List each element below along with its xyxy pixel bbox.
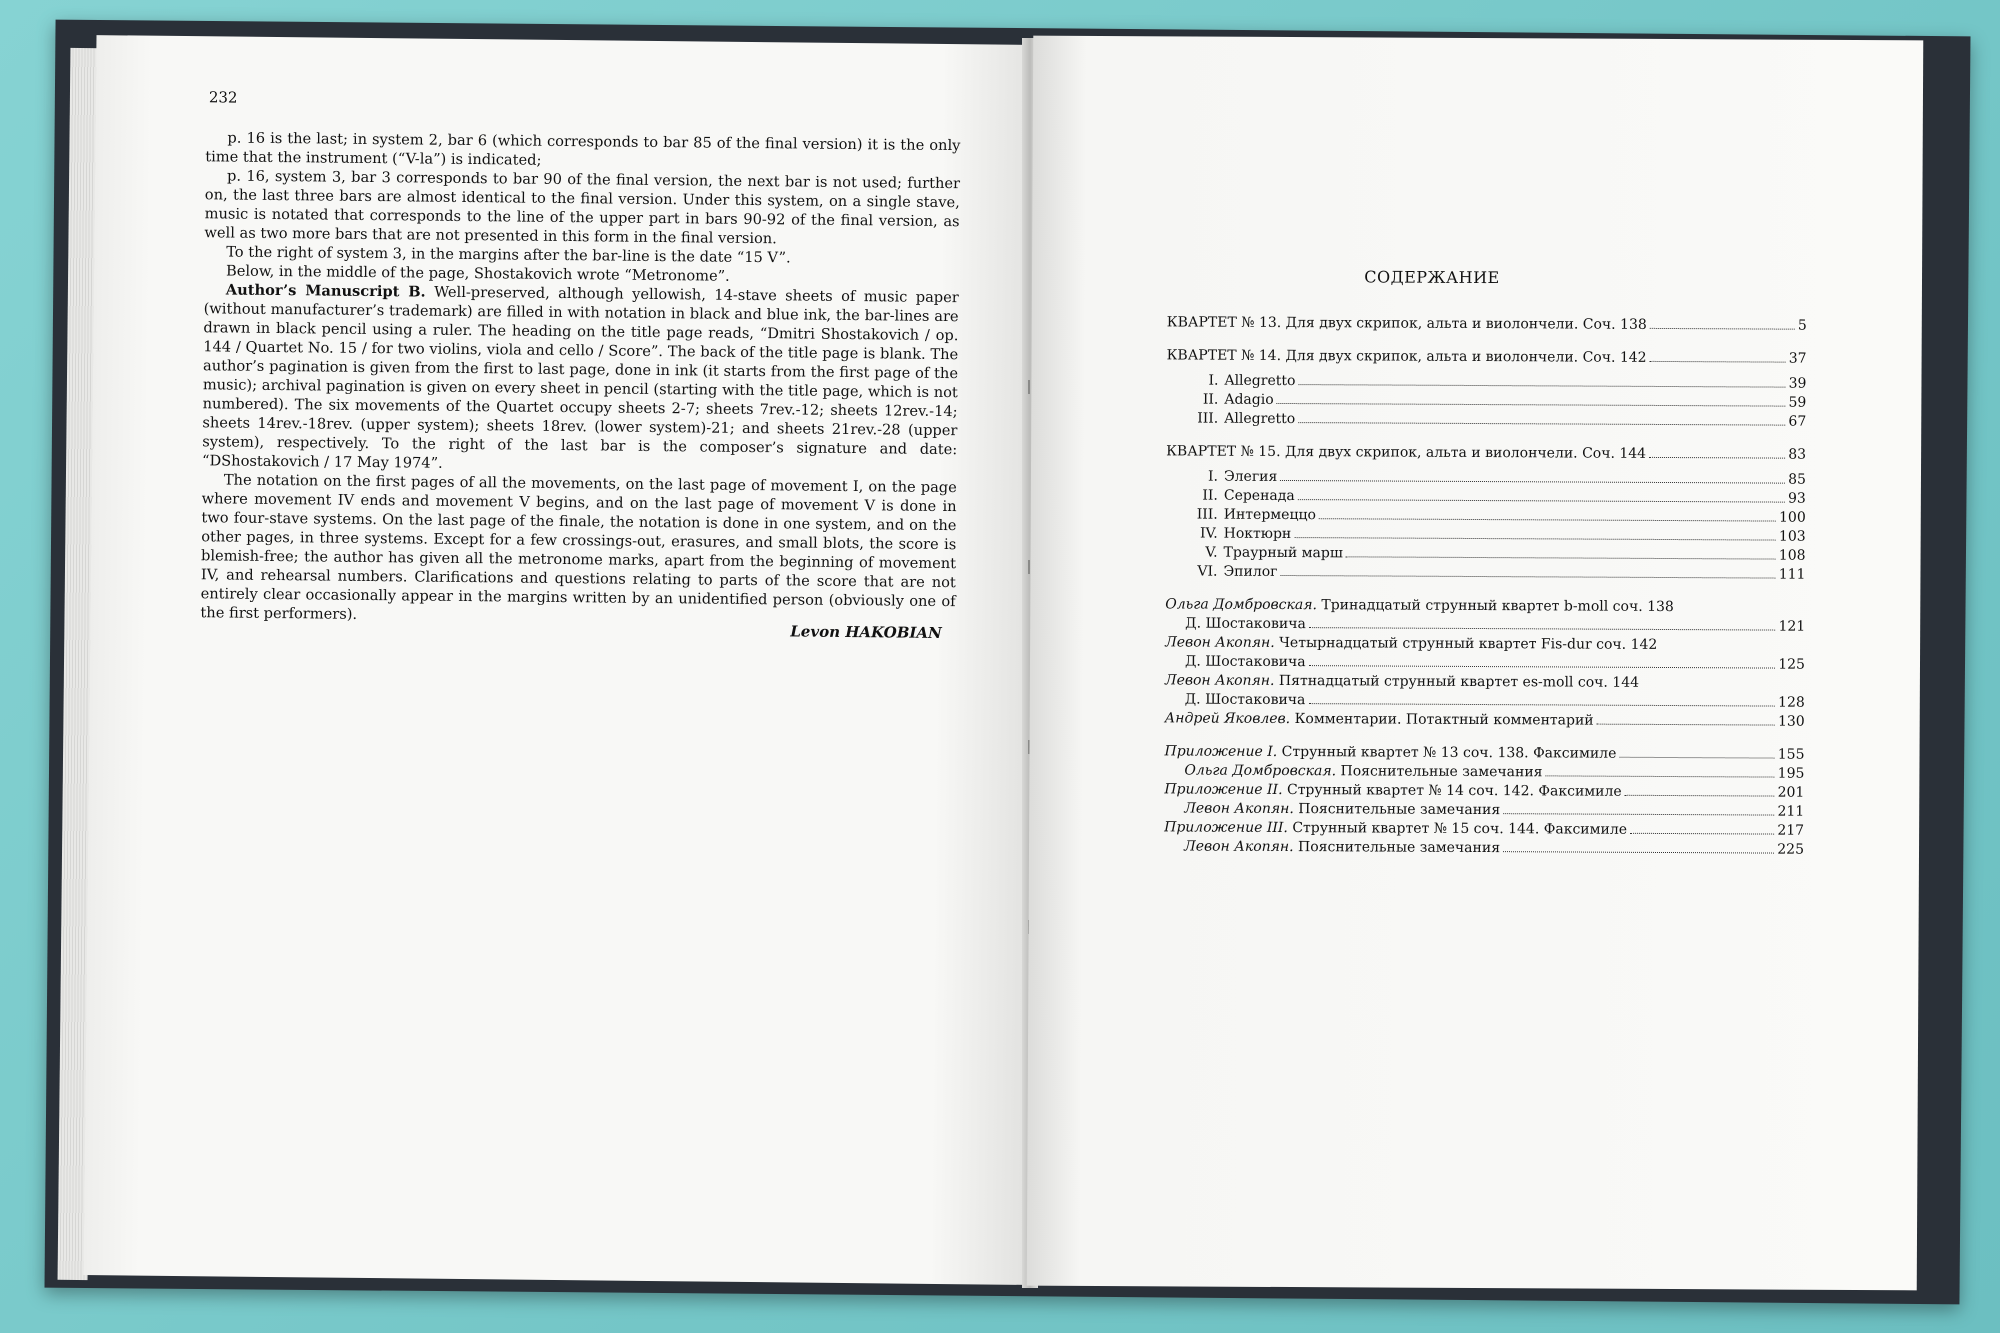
toc-entry-label — [1166, 506, 1316, 523]
toc-page-number: 130 — [1777, 713, 1805, 730]
leader-dots — [1277, 403, 1786, 407]
toc-page-number: 225 — [1777, 841, 1805, 858]
toc-page-number: 67 — [1788, 413, 1807, 430]
toc-entry-label — [1166, 487, 1295, 504]
toc-page-number: 155 — [1777, 746, 1805, 763]
toc-entry-label — [1164, 743, 1616, 761]
essay-title-cont: Д. Шостаковича — [1185, 615, 1306, 633]
toc-page-number: 100 — [1778, 509, 1806, 526]
essay-title-cont: Д. Шостаковича — [1184, 653, 1306, 671]
leader-dots — [1503, 851, 1774, 853]
leader-dots — [1298, 384, 1785, 388]
movement-number: I. — [1207, 468, 1219, 485]
toc-entry-label — [1164, 781, 1621, 799]
movement-number: II. — [1202, 391, 1219, 408]
toc-entry-label — [1165, 710, 1594, 728]
binding-stitch — [1028, 380, 1030, 394]
appendix-title: Пояснительные замечания — [1293, 839, 1501, 857]
toc-entry-label — [1166, 410, 1295, 427]
leader-dots — [1294, 537, 1776, 541]
appendix-title: Пояснительные замечания — [1293, 801, 1501, 819]
movement-number: III. — [1196, 506, 1218, 523]
paragraph: The notation on the first pages of all the movements, on the last page of movement I, on the page where movement IV ends and movement V begins, and on the last page of movement V is done in two four-stave systems. On the last page of the finale, the notation is done in one system, and on the other pages, in three systems. Except for a few crossings-out, erasures, and small blots, the score is blemish-free; the author has given all the metronome marks, apart from the beginning of movement IV, and rehearsal numbers. Clarifications and questions relating to parts of the score that are not entirely clear occasionally appear in the margins written by an unidentified person (obviously one of the first performers). — [200, 471, 957, 623]
movement-number: IV. — [1199, 525, 1218, 542]
movement-name: Интермеццо — [1223, 506, 1316, 524]
essay-author: Левон Акопян. — [1164, 672, 1275, 689]
appendix-author: Левон Акопян. — [1184, 800, 1294, 818]
appendix-title: Струнный квартет № 13 соч. 138. Факсимиле — [1277, 743, 1617, 762]
toc-page-number: 195 — [1777, 765, 1805, 782]
toc-page-number: 201 — [1777, 784, 1805, 801]
essay-title-cont: Д. Шостаковича — [1184, 691, 1306, 709]
essay-author: Андрей Яковлев. — [1164, 710, 1291, 728]
movement-name: Adagio — [1224, 391, 1274, 408]
movement-name: Allegretto — [1224, 410, 1296, 428]
appendix-author: Приложение I. — [1164, 743, 1278, 760]
appendix-title: Струнный квартет № 14 соч. 142. Факсимиле — [1282, 781, 1622, 800]
paragraph: To the right of system 3, in the margins after the bar-line is the date “15 V”. — [226, 243, 791, 267]
toc-page-number: 108 — [1778, 547, 1806, 564]
toc-page-number: 128 — [1778, 694, 1805, 711]
leader-dots — [1597, 724, 1775, 726]
toc-entry-label — [1165, 563, 1277, 580]
leader-dots — [1319, 518, 1776, 521]
movement-number: V. — [1205, 544, 1218, 561]
toc-page-number: 85 — [1788, 471, 1807, 488]
manuscript-b-heading: Author’s Manuscript B. — [225, 281, 426, 301]
toc-page-number: 211 — [1777, 803, 1805, 820]
paragraph: p. 16, system 3, bar 3 corresponds to bar 90 of the final version, the next bar is not used; further on, the last three bars are almost identical to the final version. Under this system, on a single stave, music is notated that corresponds to the line of the upper part in bars 90-92 of the final version, as well as two more bars that are not presented in this form in the final version. — [204, 167, 961, 248]
toc-entry-label — [1166, 372, 1295, 389]
toc-entry-label — [1164, 800, 1500, 818]
leader-dots — [1309, 665, 1776, 668]
toc-page-number: 39 — [1788, 375, 1807, 392]
movement-name: Ноктюрн — [1223, 525, 1292, 543]
leader-dots — [1630, 833, 1774, 835]
appendix-author: Левон Акопян. — [1183, 838, 1294, 856]
paragraph: p. 16 is the last; in system 2, bar 6 (which corresponds to bar 85 of the final version) it is the only time that the instrument (“V-la”) is indicated; — [205, 129, 961, 169]
toc-entry-label — [1164, 819, 1627, 837]
toc-title: СОДЕРЖАНИЕ — [1364, 267, 1500, 288]
leader-dots — [1625, 795, 1775, 797]
toc-entry-label — [1166, 391, 1273, 408]
movement-name: Траурный марш — [1223, 544, 1343, 562]
leader-dots — [1503, 813, 1774, 815]
toc-page-number: 103 — [1778, 528, 1806, 545]
table-of-contents — [1164, 314, 1807, 860]
essay-title: Пятнадцатый струнный квартет es-moll соч. 144 — [1274, 672, 1640, 691]
body-text — [200, 128, 960, 630]
toc-page-number: 59 — [1788, 394, 1807, 411]
leader-dots — [1309, 627, 1776, 630]
movement-name: Allegretto — [1224, 372, 1296, 390]
toc-page-number: 93 — [1787, 490, 1806, 507]
leader-dots — [1298, 422, 1785, 426]
toc-entry-label — [1166, 544, 1343, 561]
essay-author: Левон Акопян. — [1165, 634, 1275, 651]
toc-entry-label — [1164, 762, 1542, 780]
leader-dots — [1619, 757, 1774, 759]
movement-number: III. — [1197, 410, 1219, 427]
toc-entry-q15: КВАРТЕТ № 15. Для двух скрипок, альта и виолончели. Соч. 144 83 — [1166, 443, 1807, 463]
toc-entry-label — [1165, 691, 1306, 708]
toc-page-number: 217 — [1777, 822, 1805, 839]
essay-title: Комментарии. Потактный комментарий — [1290, 711, 1594, 729]
leader-dots — [1546, 775, 1775, 777]
toc-entry-label — [1165, 634, 1657, 653]
manuscript-b-text: Well-preserved, although yellowish, 14-stave sheets of music paper (without manufacturer’s trademark) are filled in with notation in black and blue ink, the bar-lines are drawn in black pencil using a ruler. The heading on the title page reads, “Dmitri Shostakovich / op. 144 / Quartet No. 15 / for two violins, viola and cello / Score”. The back of the title page is blank. The author’s pagination is given from the first to last page, done in ink (it starts from the first page of the music); archival pagination is given on every sheet in pencil (starting with the title page, which is not numbered). The six movements of the Quartet occupy sheets 2-7; sheets 7rev.-12; sheets 12rev.-14; sheets 14rev.-18rev. (upper system); sheets 18rev. (lower system)-21; and sheets 21rev.-28 (upper system), respectively. To the right of the last bar is the composer’s signature and date: “DShostakovich / 17 May 1974”. — [201, 283, 959, 472]
author-signature: Levon HAKOBIAN — [790, 622, 942, 642]
appendix-author: Ольга Домбровская. — [1184, 762, 1337, 780]
leader-dots — [1308, 703, 1775, 706]
toc-entry-q14: КВАРТЕТ № 14. Для двух скрипок, альта и виолончели. Соч. 142 37 — [1166, 347, 1807, 367]
toc-appendix — [1164, 838, 1804, 860]
leader-dots — [1280, 575, 1775, 579]
leader-dots — [1346, 556, 1776, 559]
toc-entry-label — [1166, 468, 1277, 485]
paragraph: Below, in the middle of the page, Shostakovich wrote “Metronome”. — [225, 262, 730, 285]
essay-title: Тринадцатый струнный квартет b-moll соч. 138 — [1316, 597, 1674, 616]
appendix-title: Пояснительные замечания — [1336, 763, 1543, 781]
toc-entry-label — [1165, 653, 1306, 670]
movement-number: II. — [1202, 487, 1218, 504]
movement-name: Элегия — [1223, 468, 1278, 485]
movement-number: I. — [1208, 372, 1219, 389]
toc-page-number: 121 — [1778, 618, 1806, 635]
toc-entry-label — [1165, 672, 1639, 690]
movement-name: Серенада — [1223, 487, 1295, 505]
toc-page-number: 125 — [1778, 656, 1806, 673]
movement-name: Эпилог — [1223, 563, 1278, 580]
leader-dots — [1298, 499, 1785, 503]
toc-entry-label — [1164, 838, 1500, 856]
toc-entry-q13: КВАРТЕТ № 13. Для двух скрипок, альта и виолончели. Соч. 138 5 — [1166, 314, 1807, 334]
leader-dots — [1280, 480, 1785, 484]
left-page — [84, 35, 1037, 1285]
essay-title: Четырнадцатый струнный квартет Fis-dur соч. 142 — [1274, 634, 1658, 653]
paragraph-manuscript-b — [202, 280, 959, 478]
toc-entry-label — [1165, 596, 1674, 615]
appendix-title: Струнный квартет № 15 соч. 144. Факсимиле — [1287, 820, 1628, 838]
page-number: 232 — [208, 88, 238, 107]
right-page — [1027, 36, 1924, 1291]
appendix-author: Приложение II. — [1164, 781, 1283, 798]
toc-entry-label — [1165, 615, 1306, 632]
movement-number: VI. — [1197, 563, 1218, 580]
appendix-author: Приложение III. — [1164, 819, 1288, 837]
essay-author: Ольга Домбровская. — [1165, 596, 1317, 614]
toc-page-number: 111 — [1778, 566, 1806, 583]
toc-entry-label — [1166, 525, 1292, 542]
